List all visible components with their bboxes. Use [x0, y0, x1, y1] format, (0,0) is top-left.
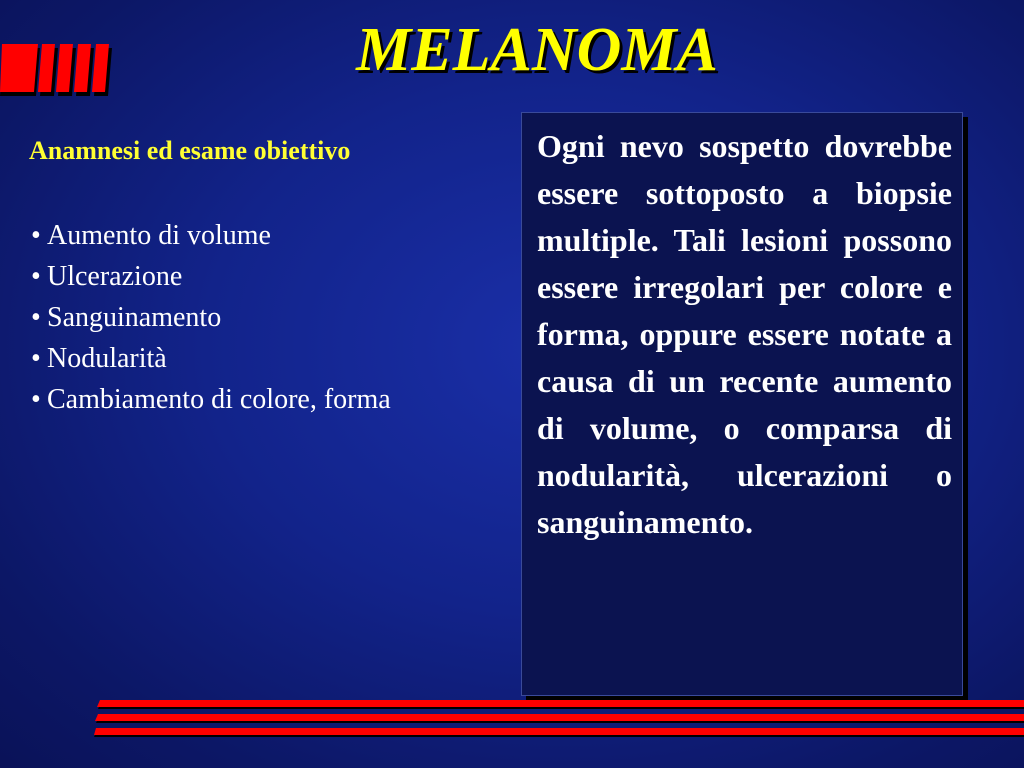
bullet-item — [31, 338, 391, 379]
bullet-text: Sanguinamento — [47, 302, 222, 333]
bullet-dot: • — [31, 343, 41, 374]
info-text: Ogni nevo sospetto dovrebbe essere sottoposto a biopsie multiple. Tali lesioni possono essere irregolari per colore e forma, oppure essere notate a causa di un recente aumento di volume, o comparsa di nodularità, ulcerazioni o sanguinamento. — [537, 128, 952, 540]
bullet-dot: • — [31, 220, 41, 251]
bullet-text: Cambiamento di colore, forma — [47, 384, 391, 415]
bullet-text: Nodularità — [47, 343, 167, 374]
bullet-item — [31, 215, 391, 256]
bullet-text: Aumento di volume — [47, 220, 271, 251]
bullet-text: Ulcerazione — [47, 261, 183, 292]
bullet-dot: • — [31, 384, 41, 415]
bullet-list — [31, 215, 391, 420]
bullet-dot: • — [31, 261, 41, 292]
slide-title: MELANOMA — [356, 16, 718, 84]
bullet-item — [31, 297, 391, 338]
bullet-dot: • — [31, 302, 41, 333]
bullet-item — [31, 379, 391, 420]
red-stripes-footer — [94, 698, 1024, 738]
bullet-item — [31, 256, 391, 297]
section-subtitle: Anamnesi ed esame obiettivo — [29, 136, 351, 165]
info-text-box — [521, 112, 963, 696]
